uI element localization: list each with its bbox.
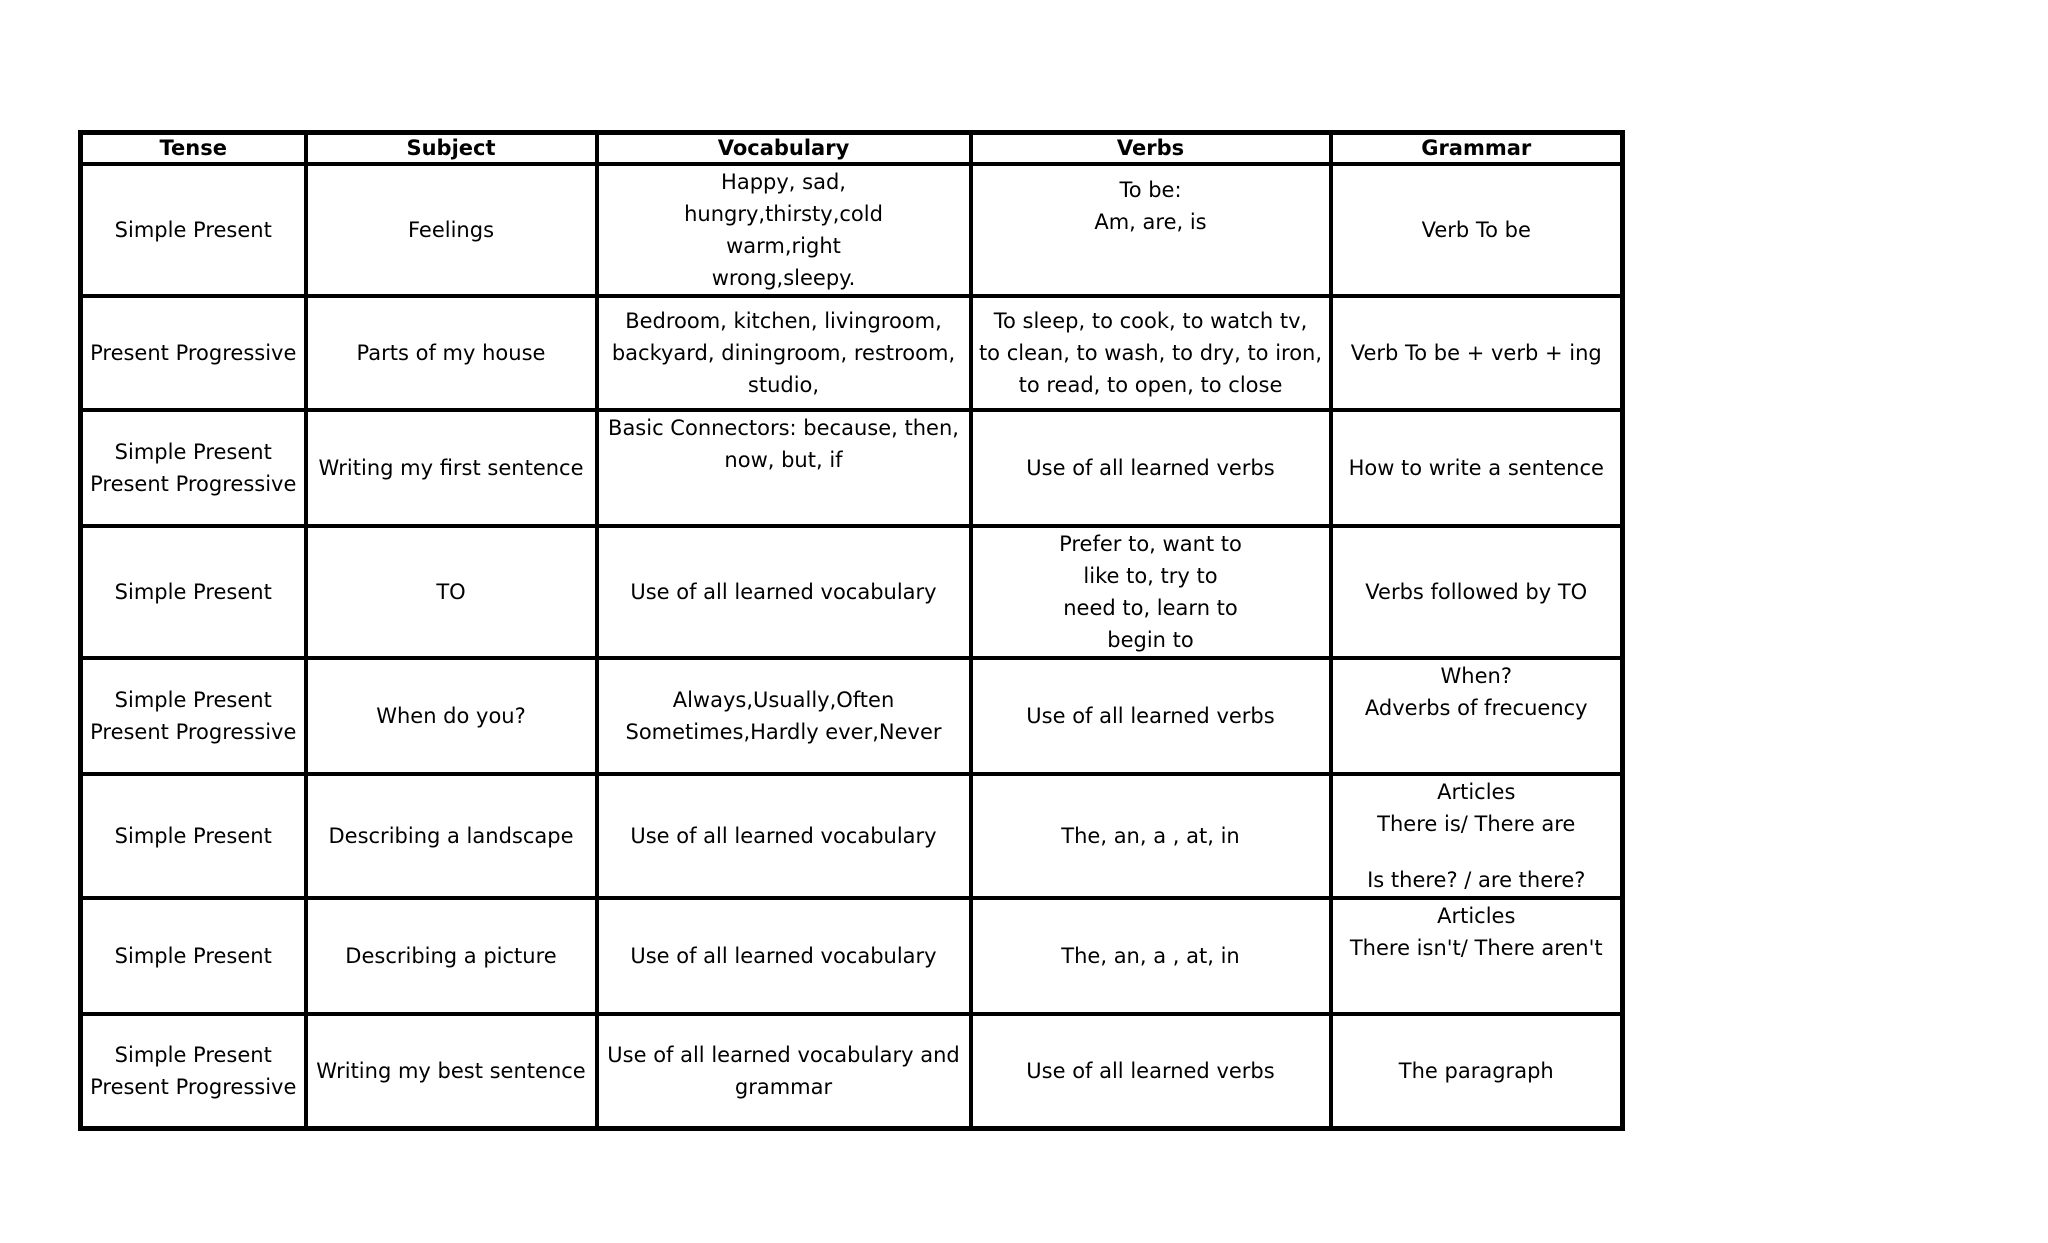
grammar-text: Verb To be + verb + ing — [1350, 341, 1602, 365]
grammar-cell — [1331, 658, 1623, 774]
table-row — [81, 410, 1623, 526]
verbs-cell — [971, 1014, 1331, 1128]
vocabulary-text: Bedroom, kitchen, livingroom, — [625, 309, 942, 333]
blank-line — [1339, 964, 1615, 988]
vocabulary-cell — [597, 774, 971, 898]
grammar-text: Verbs followed by TO — [1365, 580, 1588, 604]
grammar-text: Verb To be — [1421, 218, 1531, 242]
verbs-cell — [971, 296, 1331, 410]
verbs-text: To be: — [1119, 178, 1182, 202]
subject-text: When do you? — [376, 704, 526, 728]
verbs-cell — [971, 898, 1331, 1014]
tense-cell — [81, 658, 306, 774]
vocabulary-text: studio, — [747, 373, 820, 397]
subject-text: Describing a landscape — [328, 824, 574, 848]
tense-cell — [81, 774, 306, 898]
tense-text: Present Progressive — [90, 1074, 297, 1099]
table-row — [81, 296, 1623, 410]
tense-cell — [81, 1014, 306, 1128]
subject-cell — [306, 898, 597, 1014]
tense-text: Present Progressive — [90, 341, 297, 365]
vocabulary-text: Use of all learned vocabulary — [630, 824, 937, 848]
tense-text: Simple Present — [114, 218, 272, 242]
subject-cell — [306, 1014, 597, 1128]
verbs-text: need to, learn to — [1063, 596, 1238, 620]
vocabulary-text: Use of all learned vocabulary — [630, 580, 937, 604]
blank-line — [1339, 988, 1615, 1012]
verbs-text: Prefer to, want to — [1059, 532, 1242, 556]
subject-cell — [306, 164, 597, 296]
vocabulary-text: wrong,sleepy. — [711, 266, 856, 290]
tense-text: Simple Present — [114, 824, 272, 848]
vocabulary-cell — [597, 658, 971, 774]
tense-cell — [81, 164, 306, 296]
grammar-cell — [1331, 898, 1623, 1014]
grammar-text: There is/ There are — [1377, 812, 1576, 836]
grammar-text: Is there? / are there? — [1367, 868, 1586, 892]
verbs-cell — [971, 164, 1331, 296]
verbs-text: like to, try to — [1083, 564, 1218, 588]
grammar-cell — [1331, 774, 1623, 898]
blank-line — [1339, 748, 1615, 772]
grammar-text: When? — [1440, 664, 1512, 688]
verbs-cell — [971, 658, 1331, 774]
tense-text: Simple Present — [114, 1042, 272, 1067]
grammar-text: The paragraph — [1398, 1058, 1554, 1083]
verbs-cell — [971, 526, 1331, 658]
vocabulary-text: hungry,thirsty,cold — [684, 202, 883, 226]
subject-cell — [306, 774, 597, 898]
grammar-text: Articles — [1437, 780, 1516, 804]
verbs-cell — [971, 410, 1331, 526]
blank-line — [1339, 840, 1615, 864]
grammar-cell — [1331, 1014, 1623, 1128]
blank-line — [605, 476, 963, 500]
vocabulary-cell — [597, 526, 971, 658]
blank-line — [605, 500, 963, 524]
subject-cell — [306, 658, 597, 774]
table-body — [81, 164, 1623, 1128]
header-verbs: Verbs — [971, 133, 1331, 165]
header-tense: Tense — [81, 133, 306, 165]
verbs-text: The, an, a , at, in — [1061, 824, 1240, 848]
verbs-text: Am, are, is — [1094, 210, 1207, 234]
grammar-cell — [1331, 526, 1623, 658]
table-row — [81, 526, 1623, 658]
header-grammar: Grammar — [1331, 133, 1623, 165]
verbs-text: Use of all learned verbs — [1026, 1058, 1275, 1083]
table-row — [81, 1014, 1623, 1128]
verbs-text: to clean, to wash, to dry, to iron, — [978, 341, 1323, 365]
vocabulary-cell — [597, 898, 971, 1014]
subject-cell — [306, 296, 597, 410]
grammar-text: Adverbs of frecuency — [1364, 696, 1588, 720]
verbs-cell — [971, 774, 1331, 898]
subject-text: Parts of my house — [356, 341, 546, 365]
verbs-text: Use of all learned verbs — [1026, 704, 1275, 728]
vocabulary-cell — [597, 1014, 971, 1128]
vocabulary-cell — [597, 410, 971, 526]
tense-cell — [81, 898, 306, 1014]
table-header-row — [81, 133, 1623, 165]
table-row — [81, 898, 1623, 1014]
blank-line — [1339, 724, 1615, 748]
grammar-text: There isn't/ There aren't — [1349, 936, 1603, 960]
vocabulary-text: Sometimes,Hardly ever,Never — [625, 720, 942, 744]
subject-text: Writing my best sentence — [316, 1058, 586, 1083]
tense-text: Simple Present — [114, 440, 272, 464]
grammar-cell — [1331, 410, 1623, 526]
table-row — [81, 658, 1623, 774]
tense-text: Present Progressive — [90, 472, 297, 496]
subject-text: Describing a picture — [345, 944, 557, 968]
subject-text: Writing my first sentence — [318, 456, 584, 480]
tense-cell — [81, 296, 306, 410]
vocabulary-text: Use of all learned vocabulary — [630, 944, 937, 968]
tense-text: Simple Present — [114, 580, 272, 604]
verbs-text: begin to — [1107, 628, 1194, 652]
vocabulary-cell — [597, 164, 971, 296]
tense-cell — [81, 526, 306, 658]
curriculum-table — [78, 130, 1625, 1131]
table-row — [81, 164, 1623, 296]
blank-line — [979, 238, 1323, 262]
verbs-text: to read, to open, to close — [1018, 373, 1283, 397]
tense-text: Present Progressive — [90, 720, 297, 744]
tense-text: Simple Present — [114, 688, 272, 712]
vocabulary-text: Use of all learned vocabulary and — [607, 1042, 960, 1067]
vocabulary-text: grammar — [734, 1074, 833, 1099]
verbs-text: To sleep, to cook, to watch tv, — [993, 309, 1308, 333]
grammar-text: Articles — [1437, 904, 1516, 928]
subject-text: TO — [436, 580, 466, 604]
vocabulary-text: warm,right — [726, 234, 841, 258]
table-row — [81, 774, 1623, 898]
vocabulary-text: backyard, diningroom, restroom, — [611, 341, 956, 365]
subject-cell — [306, 410, 597, 526]
grammar-text: How to write a sentence — [1348, 456, 1604, 480]
verbs-text: Use of all learned verbs — [1026, 456, 1275, 480]
tense-cell — [81, 410, 306, 526]
grammar-cell — [1331, 164, 1623, 296]
header-subject: Subject — [306, 133, 597, 165]
vocabulary-cell — [597, 296, 971, 410]
tense-text: Simple Present — [114, 944, 272, 968]
vocabulary-text: Always,Usually,Often — [672, 688, 895, 712]
vocabulary-text: Basic Connectors: because, then, — [608, 416, 959, 440]
subject-cell — [306, 526, 597, 658]
verbs-text: The, an, a , at, in — [1061, 944, 1240, 968]
header-vocabulary: Vocabulary — [597, 133, 971, 165]
vocabulary-text: Happy, sad, — [721, 170, 846, 194]
subject-text: Feelings — [407, 218, 495, 242]
blank-line — [979, 262, 1323, 286]
grammar-cell — [1331, 296, 1623, 410]
vocabulary-text: now, but, if — [724, 448, 843, 472]
